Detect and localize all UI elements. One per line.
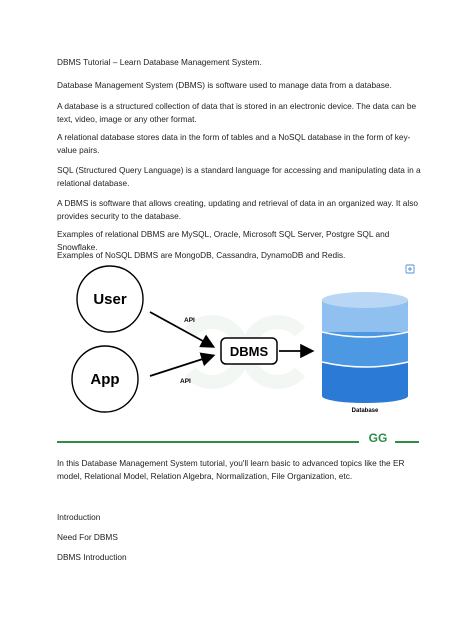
paragraph: A database is a structured collection of data that is stored in an electronic device. The data can be text, video, image or any other format. xyxy=(57,101,417,124)
divider-line-left xyxy=(57,441,359,443)
section-divider xyxy=(57,430,419,448)
link-need-for-dbms[interactable]: Need For DBMS xyxy=(57,532,118,542)
doc-title: DBMS Tutorial – Learn Database Management System. xyxy=(57,57,262,67)
dbms-label: DBMS xyxy=(229,344,269,359)
database-label: Database xyxy=(351,408,379,414)
link-introduction[interactable]: Introduction xyxy=(57,512,101,522)
tutorial-intro-paragraph: In this Database Management System tutorial, you'll learn basic to advanced topics like the ER model, Relational Model, Relation Algebra, Normalization, File Organization, etc. xyxy=(57,458,405,481)
app-label: App xyxy=(90,371,120,388)
geeksforgeeks-logo xyxy=(365,430,391,446)
user-label: User xyxy=(93,291,127,308)
paragraph: Database Management System (DBMS) is software used to manage data from a database. xyxy=(57,80,392,90)
paragraph: Examples of relational DBMS are MySQL, Oracle, Microsoft SQL Server, Postgre SQL and Snowflake. xyxy=(57,229,390,252)
api-label-bottom: API xyxy=(180,378,191,385)
paragraph: A DBMS is software that allows creating, updating and retrieval of data in an organized way. It also provides security to the database. xyxy=(57,198,418,221)
divider-line-right xyxy=(395,441,419,443)
dbms-diagram xyxy=(70,262,420,422)
database-cylinder xyxy=(322,292,408,403)
paragraph: SQL (Structured Query Language) is a standard language for accessing and manipulating data in a relational database. xyxy=(57,165,421,188)
svg-text:GG: GG xyxy=(368,431,388,445)
paragraph: A relational database stores data in the form of tables and a NoSQL database in the form of key-value pairs. xyxy=(57,132,411,155)
api-label-top: API xyxy=(184,317,195,324)
paragraph: Examples of NoSQL DBMS are MongoDB, Cassandra, DynamoDB and Redis. xyxy=(57,250,346,260)
link-dbms-introduction[interactable]: DBMS Introduction xyxy=(57,552,127,562)
